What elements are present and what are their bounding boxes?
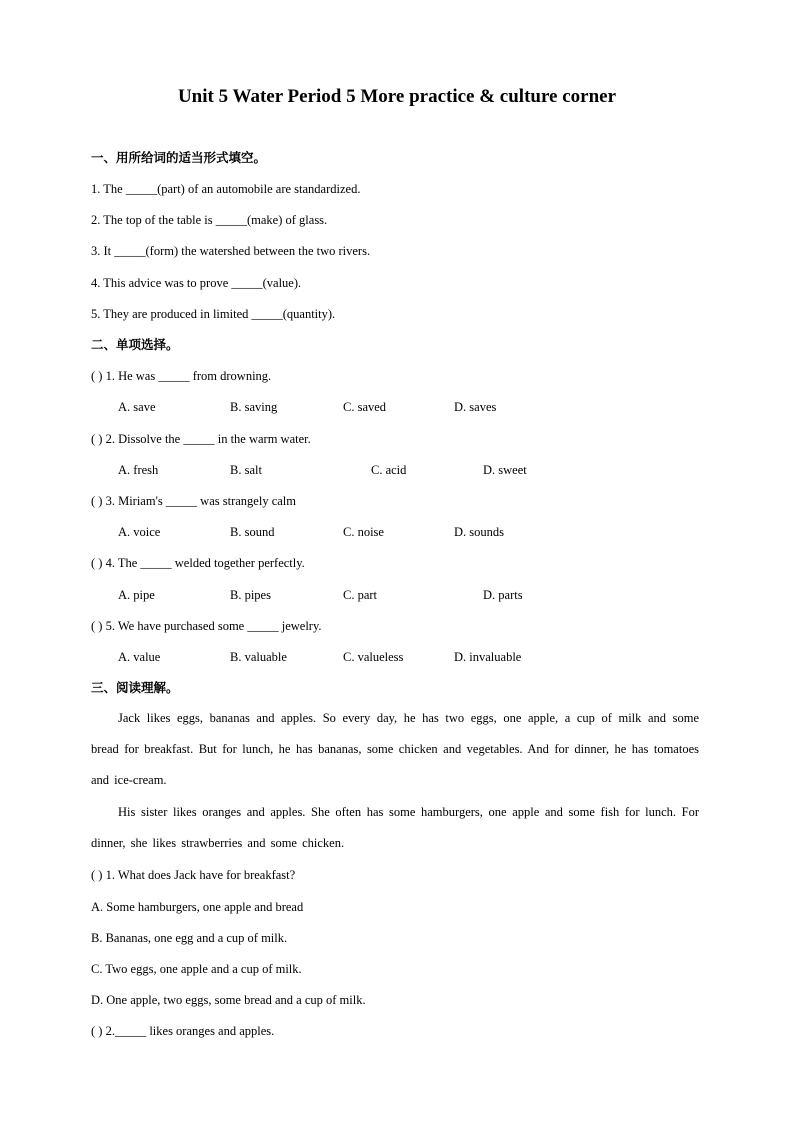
reading-q1-option-c: C. Two eggs, one apple and a cup of milk. [91,962,302,976]
mc-q1-option-d: D. saves [454,400,497,414]
mc-q2-option-d: D. sweet [483,463,527,477]
reading-question-2: ( ) 2._____ likes oranges and apples. [91,1024,275,1038]
mc-q3-option-b: B. sound [230,525,275,539]
section1-heading: 一、用所给词的适当形式填空。 [91,150,267,165]
mc-question-2: ( ) 2. Dissolve the _____ in the warm water. [91,432,311,446]
fill-item-3: 3. It _____(form) the watershed between the two rivers. [91,244,371,258]
mc-q1-option-b: B. saving [230,400,278,414]
mc-question-1: ( ) 1. He was _____ from drowning. [91,369,272,383]
mc-q4-option-d: D. parts [483,588,523,602]
mc-question-3: ( ) 3. Miriam's _____ was strangely calm [91,494,296,508]
fill-item-4: 4. This advice was to prove _____(value). [91,276,302,290]
mc-q2-option-b: B. salt [230,463,262,477]
mc-q3-option-a: A. voice [118,525,161,539]
reading-q1-option-d: D. One apple, two eggs, some bread and a cup of milk. [91,993,366,1007]
reading-q1-option-a: A. Some hamburgers, one apple and bread [91,900,304,914]
mc-q2-option-a: A. fresh [118,463,159,477]
fill-item-2: 2. The top of the table is _____(make) of glass. [91,213,328,227]
mc-question-5: ( ) 5. We have purchased some _____ jewelry. [91,619,322,633]
mc-q1-option-a: A. save [118,400,156,414]
section2-heading: 二、单项选择。 [91,337,179,352]
mc-q4-option-b: B. pipes [230,588,271,602]
section3-heading: 三、阅读理解。 [91,680,179,695]
mc-q5-option-d: D. invaluable [454,650,522,664]
reading-paragraph-1: Jack likes eggs, bananas and apples. So every day, he has two eggs, one apple, a cup of milk and some bread for breakfast. But for lunch, he has bananas, some chicken and vegetables. And for dinner, he has tomatoes and ice-cream. [91,711,699,788]
reading-paragraph-2: His sister likes oranges and apples. She often has some hamburgers, one apple and some fish for lunch. For dinner, she likes strawberries and some chicken. [91,805,699,851]
page-title: Unit 5 Water Period 5 More practice & culture corner [177,86,617,107]
mc-q4-option-c: C. part [343,588,378,602]
fill-item-1: 1. The _____(part) of an automobile are standardized. [91,182,361,196]
mc-q5-option-b: B. valuable [230,650,287,664]
mc-q4-option-a: A. pipe [118,588,155,602]
mc-question-4: ( ) 4. The _____ welded together perfectly. [91,556,305,570]
mc-q3-option-d: D. sounds [454,525,505,539]
mc-q5-option-a: A. value [118,650,161,664]
mc-q1-option-c: C. saved [343,400,387,414]
mc-q5-option-c: C. valueless [343,650,404,664]
mc-q2-option-c: C. acid [371,463,407,477]
mc-q3-option-c: C. noise [343,525,384,539]
reading-q1-option-b: B. Bananas, one egg and a cup of milk. [91,931,288,945]
reading-question-1: ( ) 1. What does Jack have for breakfast? [91,868,296,882]
fill-item-5: 5. They are produced in limited _____(quantity). [91,307,336,321]
